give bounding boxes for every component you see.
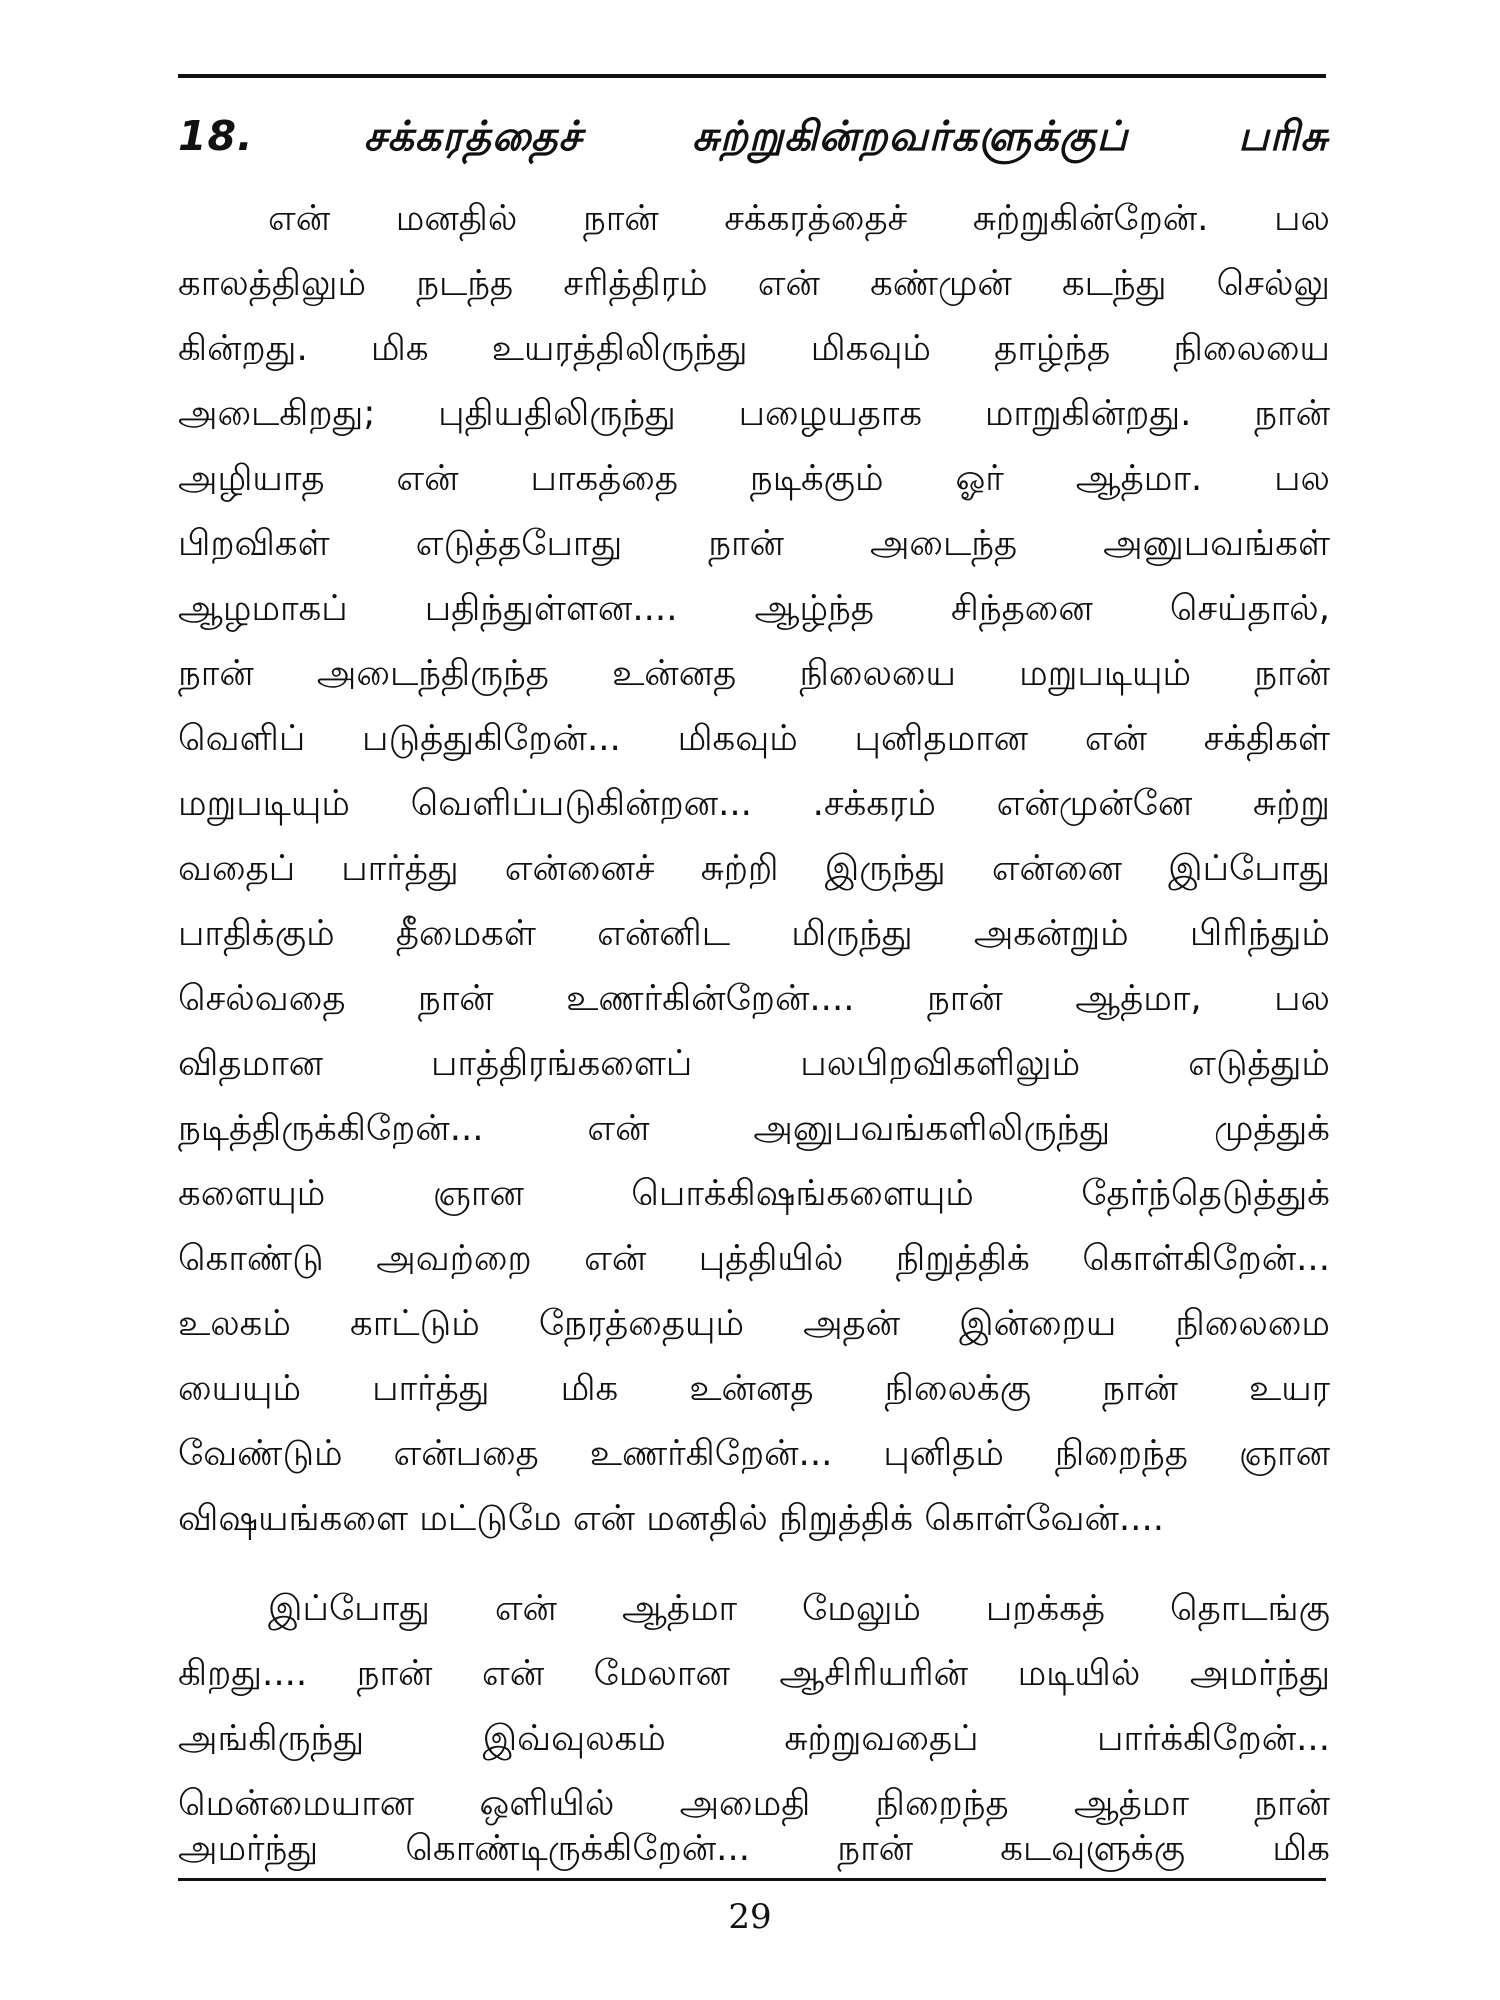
paragraph-1-line: என் மனதில் நான் சக்கரத்தைச் சுற்றுகின்றேன். பல — [268, 198, 1330, 239]
paragraph-1-line: வேண்டும் என்பதை உணர்கிறேன்... புனிதம் நிறைந்த ஞான — [178, 1433, 1330, 1474]
paragraph-1-line: செல்வதை நான் உணர்கின்றேன்.... நான் ஆத்மா, பல — [178, 978, 1330, 1019]
paragraph-1-line: காலத்திலும் நடந்த சரித்திரம் என் கண்முன் கடந்து செல்லு — [178, 263, 1330, 304]
paragraph-1-line: பிறவிகள் எடுத்தபோது நான் அடைந்த அனுபவங்கள் — [178, 523, 1330, 564]
paragraph-1-line: அடைகிறது; புதியதிலிருந்து பழையதாக மாறுகின்றது. நான் — [178, 393, 1330, 434]
paragraph-1-line: நான் அடைந்திருந்த உன்னத நிலையை மறுபடியும் நான் — [178, 653, 1330, 694]
paragraph-1-line: வதைப் பார்த்து என்னைச் சுற்றி இருந்து என்னை இப்போது — [178, 848, 1330, 889]
paragraph-2-line: கிறது.... நான் என் மேலான ஆசிரியரின் மடியில் அமர்ந்து — [178, 1653, 1330, 1694]
paragraph-1-line: வெளிப் படுத்துகிறேன்... மிகவும் புனிதமான என் சக்திகள் — [178, 718, 1330, 759]
bottom-rule — [178, 1878, 1326, 1881]
paragraph-2-line: மென்மையான ஒளியில் அமைதி நிறைந்த ஆத்மா நான் — [178, 1783, 1330, 1824]
paragraph-2-line: அமர்ந்து கொண்டிருக்கிறேன்... நான் கடவுளுக்கு மிக — [178, 1828, 1330, 1869]
paragraph-1-line: களையும் ஞான பொக்கிஷங்களையும் தேர்ந்தெடுத்துக் — [178, 1173, 1330, 1214]
paragraph-1-line: ஆழமாகப் பதிந்துள்ளன.... ஆழ்ந்த சிந்தனை செய்தால், — [178, 588, 1330, 629]
paragraph-1-line: கொண்டு அவற்றை என் புத்தியில் நிறுத்திக் கொள்கிறேன்... — [178, 1238, 1330, 1279]
paragraph-1-line: பாதிக்கும் தீமைகள் என்னிட மிருந்து அகன்றும் பிரிந்தும் — [178, 913, 1330, 954]
top-rule — [178, 74, 1326, 78]
paragraph-2-line: அங்கிருந்து இவ்வுலகம் சுற்றுவதைப் பார்க்கிறேன்... — [178, 1718, 1330, 1759]
paragraph-1-line: யையும் பார்த்து மிக உன்னத நிலைக்கு நான் உயர — [178, 1368, 1330, 1409]
paragraph-2-line: இப்போது என் ஆத்மா மேலும் பறக்கத் தொடங்கு — [268, 1588, 1330, 1629]
chapter-title: 18. சக்கரத்தைச் சுற்றுகின்றவர்களுக்குப் பரிசு — [178, 112, 1328, 160]
page-number: 29 — [728, 1897, 772, 1937]
paragraph-1-line: விதமான பாத்திரங்களைப் பலபிறவிகளிலும் எடுத்தும் — [178, 1043, 1330, 1084]
paragraph-1-line: மறுபடியும் வெளிப்படுகின்றன... .சக்கரம் என்முன்னே சுற்று — [178, 783, 1330, 824]
paragraph-1-line: உலகம் காட்டும் நேரத்தையும் அதன் இன்றைய நிலைமை — [178, 1303, 1330, 1344]
paragraph-1-line: அழியாத என் பாகத்தை நடிக்கும் ஓர் ஆத்மா. பல — [178, 458, 1330, 499]
paragraph-1-line: நடித்திருக்கிறேன்... என் அனுபவங்களிலிருந்து முத்துக் — [178, 1108, 1330, 1149]
paragraph-1-line: விஷயங்களை மட்டுமே என் மனதில் நிறுத்திக் கொள்வேன்.... — [178, 1498, 1165, 1539]
paragraph-1-line: கின்றது. மிக உயரத்திலிருந்து மிகவும் தாழ்ந்த நிலையை — [178, 328, 1330, 369]
